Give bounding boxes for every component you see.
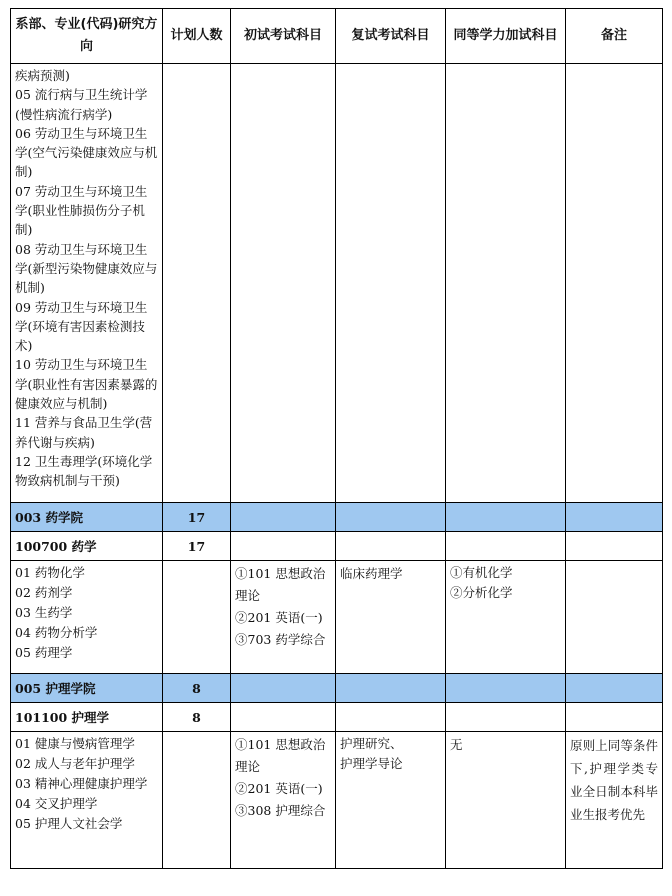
directions-cell: [11, 732, 163, 869]
content-row-pharmacy: [11, 561, 663, 674]
major-row-nursing: [11, 703, 663, 732]
second-exam-cell: 临床药理学: [336, 561, 446, 674]
table-row-continued: [11, 64, 663, 503]
dept-count: 17: [163, 503, 231, 532]
list-item: ①101 思想政治理论: [235, 566, 326, 603]
list-item: 02 成人与老年护理学: [15, 756, 135, 771]
directions-cell: [11, 561, 163, 674]
first-exam-cell: [231, 561, 336, 674]
continued-directions-cell: [11, 64, 163, 503]
list-item: ②分析化学: [450, 585, 513, 600]
list-item: 06 劳动卫生与环境卫生学(空气污染健康效应与机制): [15, 125, 158, 180]
dept-row-nursing: [11, 674, 663, 703]
header-second-exam: 复试考试科目: [336, 9, 446, 64]
list-item: 03 生药学: [15, 605, 73, 620]
major-count: 8: [163, 703, 231, 732]
admission-table: [10, 8, 663, 869]
list-item: 02 药剂学: [15, 585, 73, 600]
list-item: 01 健康与慢病管理学: [15, 736, 135, 751]
extra-exam-cell: 无: [446, 732, 566, 869]
major-row-pharmacy: [11, 532, 663, 561]
remark-cell: [566, 561, 663, 674]
list-item: ①有机化学: [450, 565, 513, 580]
list-item: ②201 英语(一): [235, 781, 323, 796]
list-item: ①101 思想政治理论: [235, 737, 326, 774]
list-item: 12 卫生毒理学(环境化学物致病机制与干预): [15, 453, 153, 489]
list-item: 01 药物化学: [15, 565, 85, 580]
dept-row-pharmacy: [11, 503, 663, 532]
header-direction: 系部、专业(代码)研究方向: [11, 9, 163, 64]
list-item: 05 药理学: [15, 645, 73, 660]
list-item: 疾病预测): [15, 68, 70, 83]
remark-cell: 原则上同等条件下,护理学类专业全日制本科毕业生报考优先: [566, 732, 663, 869]
list-item: 08 劳动卫生与环境卫生学(新型污染物健康效应与机制): [15, 241, 158, 296]
list-item: 05 护理人文社会学: [15, 816, 123, 831]
list-item: 11 营养与食品卫生学(营养代谢与疾病): [15, 415, 153, 450]
list-item: ②201 英语(一): [235, 610, 323, 625]
list-item: 护理学导论: [340, 756, 403, 771]
list-item: 07 劳动卫生与环境卫生学(职业性肺损伤分子机制): [15, 183, 148, 238]
header-extra-exam: 同等学力加试科目: [446, 9, 566, 64]
dept-name: 005 护理学院: [11, 674, 163, 703]
major-name: 100700 药学: [11, 532, 163, 561]
list-item: 05 流行病与卫生统计学(慢性病流行病学): [15, 87, 148, 122]
extra-exam-cell: [446, 561, 566, 674]
second-exam-cell: [336, 732, 446, 869]
list-item: 03 精神心理健康护理学: [15, 776, 148, 791]
major-count: 17: [163, 532, 231, 561]
major-name: 101100 护理学: [11, 703, 163, 732]
list-item: 04 药物分析学: [15, 625, 98, 640]
list-item: 护理研究、: [340, 736, 403, 751]
list-item: ③703 药学综合: [235, 632, 326, 647]
header-remark: 备注: [566, 9, 663, 64]
first-exam-cell: [231, 732, 336, 869]
list-item: ③308 护理综合: [235, 803, 326, 818]
dept-name: 003 药学院: [11, 503, 163, 532]
list-item: 04 交叉护理学: [15, 796, 98, 811]
table-header-row: [11, 9, 663, 64]
content-row-nursing: [11, 732, 663, 869]
dept-count: 8: [163, 674, 231, 703]
header-plan-count: 计划人数: [163, 9, 231, 64]
list-item: 10 劳动卫生与环境卫生学(职业性有害因素暴露的健康效应与机制): [15, 357, 158, 412]
header-first-exam: 初试考试科目: [231, 9, 336, 64]
list-item: 09 劳动卫生与环境卫生学(环境有害因素检测技术): [15, 299, 148, 354]
